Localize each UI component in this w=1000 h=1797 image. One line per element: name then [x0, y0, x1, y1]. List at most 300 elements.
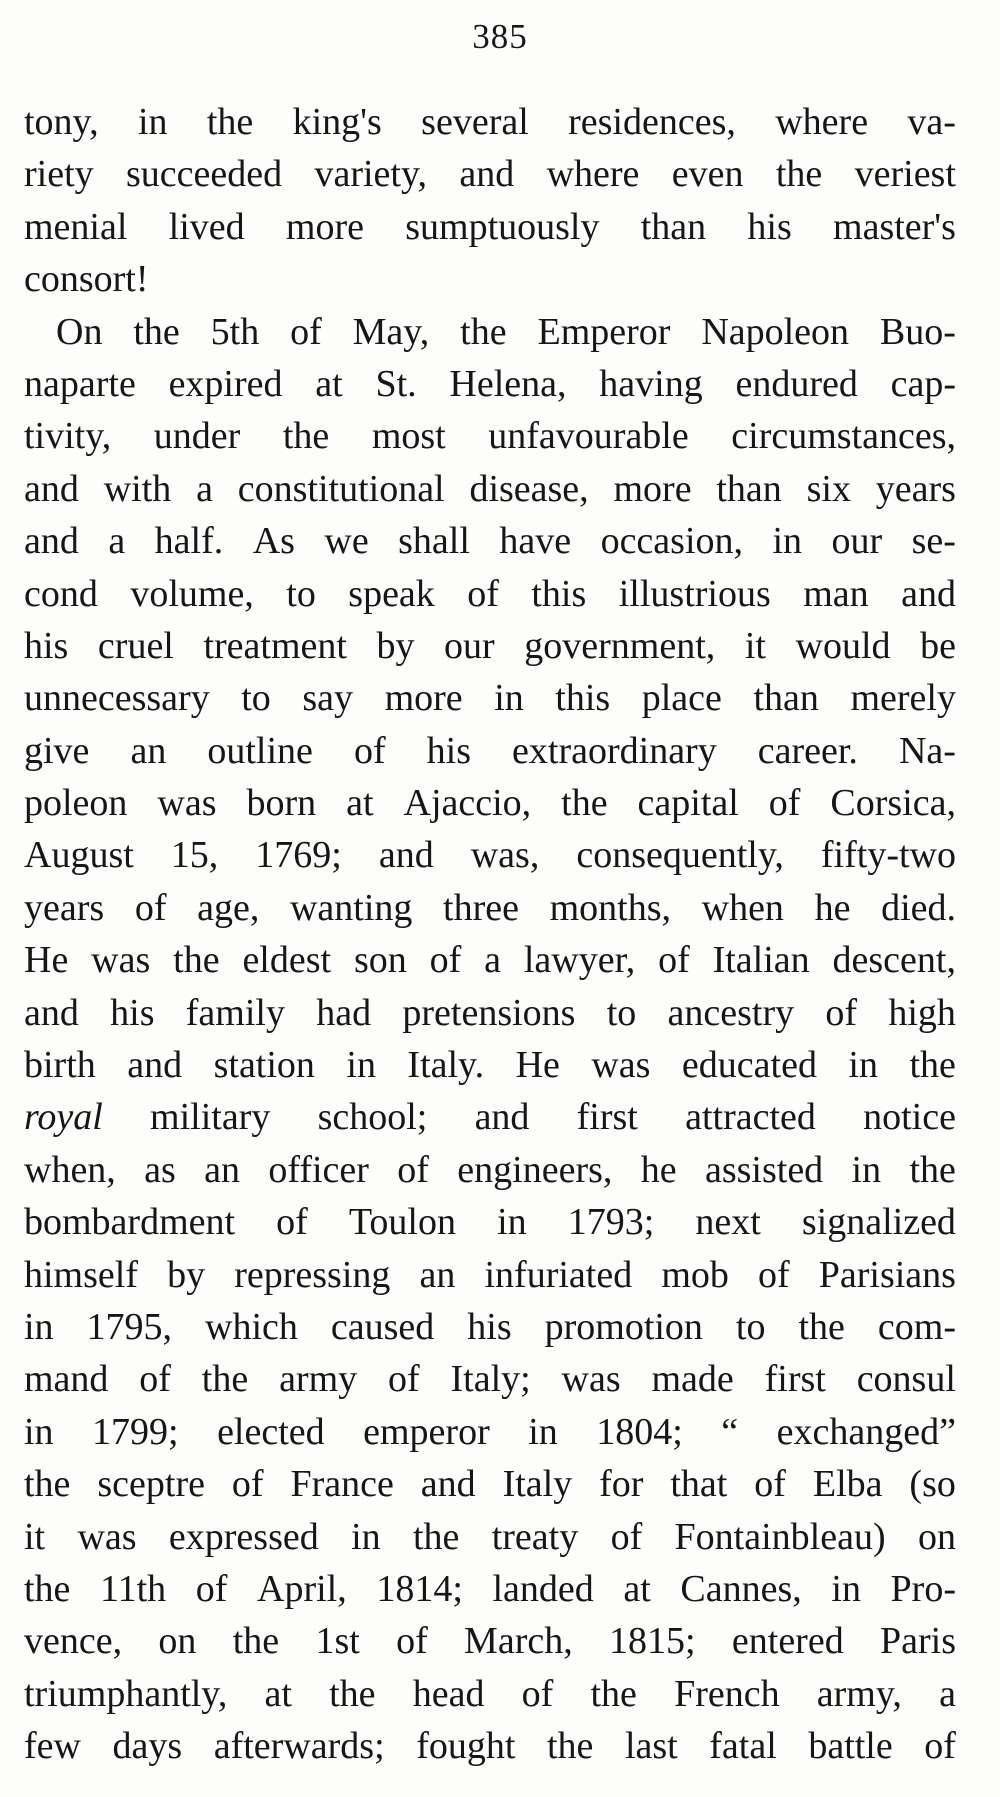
word: be — [920, 624, 956, 667]
word: mand — [24, 1358, 109, 1401]
word: of — [757, 1253, 790, 1296]
word: lived — [168, 205, 245, 248]
word: six — [806, 467, 851, 510]
text-line — [24, 1720, 956, 1772]
word: the — [24, 1567, 71, 1610]
word: and — [474, 1096, 530, 1139]
word: the — [412, 1515, 460, 1558]
word: of — [290, 310, 322, 353]
word: of — [139, 1358, 171, 1401]
word: the — [173, 939, 220, 982]
body-text — [24, 96, 956, 1773]
word: residences, — [568, 101, 736, 143]
text-line — [24, 358, 956, 410]
word: of — [467, 572, 499, 615]
word: ancestry — [667, 991, 795, 1034]
word: circumstances, — [731, 415, 956, 458]
word: died. — [881, 886, 956, 929]
word: constitutional — [237, 467, 445, 510]
word: the — [133, 310, 180, 353]
word: than — [716, 467, 782, 510]
word: Ajaccio, — [403, 782, 532, 825]
text-line — [24, 829, 956, 881]
word: fatal — [709, 1725, 777, 1768]
word: capital — [637, 782, 739, 825]
word: of — [387, 1358, 420, 1401]
word: Italy — [502, 1463, 573, 1506]
word: speak — [348, 572, 435, 615]
text-line — [24, 568, 956, 620]
word: of — [276, 1201, 308, 1244]
word: veriest — [854, 153, 956, 196]
word: when, — [24, 1148, 116, 1191]
word: consequently, — [576, 834, 784, 877]
word: even — [671, 153, 744, 196]
text-line — [24, 1039, 956, 1091]
text-line — [24, 1196, 956, 1248]
word: his — [110, 991, 155, 1034]
word: the — [206, 101, 254, 143]
word: than — [753, 677, 819, 720]
word: king's — [292, 101, 382, 143]
text-line — [24, 672, 956, 724]
word: endured — [735, 362, 858, 405]
word: on — [917, 1515, 956, 1558]
word: in — [831, 1567, 861, 1610]
word: March, — [464, 1620, 573, 1663]
word: sceptre — [97, 1463, 205, 1506]
word: and — [24, 520, 79, 563]
word: say — [302, 677, 354, 720]
emphasis-word: royal — [24, 1096, 103, 1139]
word: half. — [154, 520, 224, 563]
word: and — [901, 572, 956, 615]
word: August — [24, 834, 134, 877]
word: his — [24, 624, 69, 667]
word: illustrious — [618, 572, 771, 615]
word: and — [420, 1463, 476, 1506]
word: of — [195, 1567, 228, 1610]
word: battle — [808, 1725, 893, 1768]
text-line — [24, 1301, 956, 1353]
word: He — [24, 939, 69, 982]
word: notice — [863, 1096, 956, 1139]
text-line — [24, 1406, 956, 1458]
word: vence, — [24, 1620, 123, 1663]
word: his — [467, 1305, 512, 1348]
word: where — [546, 153, 640, 196]
word: the — [329, 1672, 376, 1715]
text-line — [24, 1563, 956, 1615]
word: the — [201, 1358, 249, 1401]
word: to — [286, 572, 316, 615]
word: 1799; — [92, 1410, 179, 1453]
word: riety — [24, 153, 94, 196]
word: in — [24, 1410, 54, 1453]
word: made — [651, 1358, 734, 1401]
word: occasion, — [600, 520, 744, 563]
word: last — [624, 1725, 678, 1768]
word: a — [939, 1672, 956, 1715]
word: expired — [168, 362, 283, 405]
word: the — [561, 782, 608, 825]
word: at — [623, 1567, 651, 1610]
word: in — [137, 101, 168, 143]
word: assisted — [704, 1148, 824, 1191]
word: 11th — [100, 1567, 167, 1610]
word: was — [91, 939, 151, 982]
word: 1793; — [567, 1201, 655, 1244]
word: more — [285, 205, 364, 248]
word: an — [130, 729, 167, 772]
word: son — [353, 939, 407, 982]
word: head — [412, 1672, 485, 1715]
word: years — [875, 467, 956, 510]
word: extraordinary — [512, 729, 717, 772]
word: by — [167, 1253, 206, 1296]
word: it — [24, 1515, 46, 1558]
word: to — [241, 677, 271, 720]
word: naparte — [24, 362, 136, 405]
word: cruel — [97, 624, 174, 667]
word: where — [775, 101, 869, 143]
word: As — [252, 520, 295, 563]
text-line — [24, 1668, 956, 1720]
word: the — [24, 1463, 71, 1506]
word: place — [641, 677, 722, 720]
text-line — [24, 515, 956, 567]
word: of — [134, 886, 167, 929]
word: 5th — [210, 310, 260, 353]
word: a — [484, 939, 501, 982]
word: the — [460, 310, 507, 353]
word: 1804; — [596, 1410, 683, 1453]
word: age, — [197, 886, 260, 929]
word: had — [316, 991, 372, 1034]
word: Emperor — [537, 310, 671, 353]
word: give — [24, 729, 90, 772]
word: 15, — [170, 834, 219, 877]
text-line — [24, 882, 956, 934]
word: in — [848, 1044, 878, 1087]
paragraph-start-line — [24, 306, 956, 358]
word: promotion — [544, 1305, 703, 1348]
word: officer — [268, 1148, 369, 1191]
word: descent, — [832, 939, 956, 982]
word: Paris — [880, 1620, 956, 1663]
word: more — [613, 467, 692, 510]
word: tivity, — [24, 415, 112, 458]
word: 1st — [315, 1620, 360, 1663]
word: have — [499, 520, 572, 563]
word: repressing — [234, 1253, 391, 1296]
word: and — [378, 834, 434, 877]
text-line — [24, 1615, 956, 1667]
word: it — [744, 624, 766, 667]
word: in — [494, 677, 524, 720]
word: Italian — [712, 939, 810, 982]
word: our — [831, 520, 883, 563]
word: eldest — [242, 939, 332, 982]
word: three — [443, 886, 519, 929]
word: and — [459, 153, 515, 196]
word: under — [153, 415, 241, 458]
word: sumptuously — [405, 205, 600, 248]
word: cap- — [890, 362, 956, 405]
word: (so — [909, 1463, 956, 1506]
word: St. — [375, 362, 417, 405]
word: poleon — [24, 782, 128, 825]
word: mob — [661, 1253, 729, 1296]
word: cond — [24, 572, 98, 615]
word: the — [546, 1725, 594, 1768]
word: in — [528, 1410, 558, 1453]
text-line — [24, 463, 956, 515]
word: triumphantly, — [24, 1672, 228, 1715]
word: the — [909, 1044, 956, 1087]
word: military — [150, 1096, 271, 1139]
word: for — [599, 1463, 644, 1506]
word: an — [204, 1148, 241, 1191]
word: army, — [816, 1672, 902, 1715]
word: May, — [352, 310, 430, 353]
word: engineers, — [457, 1148, 613, 1191]
text-line — [24, 1511, 956, 1563]
word: succeeded — [125, 153, 283, 196]
word: of — [610, 1515, 643, 1558]
word: was — [77, 1515, 137, 1558]
word: unfavourable — [488, 415, 689, 458]
word: army — [279, 1358, 358, 1401]
word: several — [421, 101, 529, 143]
word: family — [185, 991, 285, 1034]
word: fifty-two — [820, 834, 956, 877]
text-line-with-emphasis — [24, 1091, 956, 1143]
word: that — [670, 1463, 728, 1506]
word: Fontainbleau) — [674, 1515, 886, 1558]
word: elected — [217, 1410, 325, 1453]
word: of — [825, 991, 858, 1034]
text-line — [24, 934, 956, 986]
word: career. — [757, 729, 858, 772]
text-line — [24, 725, 956, 777]
word: government, — [524, 624, 716, 667]
word: educated — [681, 1044, 817, 1087]
word: com- — [877, 1305, 956, 1348]
word: when — [701, 886, 784, 929]
word: Helena, — [449, 362, 567, 405]
word: tony, — [24, 101, 99, 143]
word: the — [232, 1620, 280, 1663]
word: variety, — [314, 153, 427, 196]
word: bombardment — [24, 1201, 236, 1244]
word: consul — [856, 1358, 956, 1401]
word: lawyer, — [523, 939, 636, 982]
word: fought — [416, 1725, 516, 1768]
word: at — [346, 782, 374, 825]
text-line — [24, 1249, 956, 1301]
word: a — [108, 520, 126, 563]
page-number: 385 — [472, 17, 528, 56]
text-line — [24, 201, 956, 253]
word: himself — [24, 1253, 138, 1296]
word: he — [640, 1148, 677, 1191]
word: treatment — [203, 624, 347, 667]
word: in — [346, 1044, 376, 1087]
word: by — [376, 624, 415, 667]
word: and — [24, 991, 79, 1034]
word: of — [397, 1148, 429, 1191]
word: se- — [911, 520, 956, 563]
word: in — [351, 1515, 381, 1558]
word: caused — [330, 1305, 435, 1348]
word: on — [158, 1620, 197, 1663]
word: in — [497, 1201, 527, 1244]
word: Elba — [812, 1463, 883, 1506]
word: Toulon — [348, 1201, 456, 1244]
word: volume, — [130, 572, 254, 615]
word: at — [264, 1672, 292, 1715]
word: infuriated — [484, 1253, 633, 1296]
text-line — [24, 1353, 956, 1405]
word: va- — [907, 101, 956, 143]
word: years — [24, 886, 105, 929]
word: of — [429, 939, 462, 982]
word: our — [444, 624, 495, 667]
word: French — [674, 1672, 780, 1715]
word: master's — [833, 205, 956, 248]
word: than — [640, 205, 707, 248]
word: 1815; — [609, 1620, 696, 1663]
word: the — [282, 415, 330, 458]
word: a — [196, 467, 213, 510]
word: at — [315, 362, 343, 405]
word: was — [561, 1358, 621, 1401]
word: and — [127, 1044, 183, 1087]
word: Na- — [898, 729, 956, 772]
word: Napoleon — [701, 310, 850, 353]
text-line — [24, 777, 956, 829]
word: was — [591, 1044, 651, 1087]
word: Corsica, — [830, 782, 956, 825]
word: months, — [549, 886, 671, 929]
word: born — [246, 782, 317, 825]
word: days — [112, 1725, 183, 1768]
word: first — [764, 1358, 826, 1401]
word: would — [795, 624, 891, 667]
word: this — [531, 572, 587, 615]
word: 1814; — [376, 1567, 463, 1610]
word: to — [606, 991, 637, 1034]
word: attracted — [685, 1096, 816, 1139]
word: “ — [721, 1410, 739, 1453]
word: of — [924, 1725, 956, 1768]
word: station — [213, 1044, 315, 1087]
word: first — [576, 1096, 638, 1139]
word: Pro- — [890, 1567, 956, 1610]
word: he — [814, 886, 851, 929]
word: of — [521, 1672, 554, 1715]
word: treaty — [491, 1515, 579, 1558]
text-line — [24, 410, 956, 462]
word: we — [324, 520, 369, 563]
word: emperor — [363, 1410, 490, 1453]
word: few — [24, 1725, 81, 1768]
word: to — [735, 1305, 766, 1348]
word: the — [798, 1305, 845, 1348]
word: with — [103, 467, 172, 510]
word: his — [426, 729, 471, 772]
word: Parisians — [818, 1253, 956, 1296]
word: was — [157, 782, 217, 825]
word: expressed — [168, 1515, 319, 1558]
word: in — [772, 520, 803, 563]
word: the — [590, 1672, 637, 1715]
word: He — [515, 1044, 560, 1087]
paragraph-end-line — [24, 253, 956, 305]
word: unnecessary — [24, 677, 210, 720]
word: wanting — [289, 886, 413, 929]
word: an — [419, 1253, 456, 1296]
word: which — [205, 1305, 298, 1348]
word: high — [888, 991, 956, 1034]
word: France — [290, 1463, 394, 1506]
word: the — [775, 153, 823, 196]
word: exchanged” — [776, 1410, 956, 1453]
word: more — [384, 677, 463, 720]
word: 1795, — [86, 1305, 173, 1348]
word: of — [353, 729, 386, 772]
word: man — [803, 572, 869, 615]
word: shall — [398, 520, 470, 563]
word: as — [144, 1148, 176, 1191]
word: merely — [850, 677, 956, 720]
text-line — [24, 148, 956, 200]
word: Cannes, — [680, 1567, 802, 1610]
word: next — [695, 1201, 761, 1244]
word: Italy; — [450, 1358, 531, 1401]
text-line — [24, 987, 956, 1039]
word: 1769; — [255, 834, 342, 877]
text-line — [24, 620, 956, 672]
word: Italy. — [407, 1044, 485, 1087]
word: entered — [731, 1620, 844, 1663]
word: On — [56, 310, 103, 353]
word: in — [851, 1148, 882, 1191]
word: having — [599, 362, 703, 405]
word: outline — [207, 729, 313, 772]
text-line — [24, 96, 956, 148]
word: landed — [492, 1567, 594, 1610]
word: his — [747, 205, 792, 248]
word: disease, — [469, 467, 589, 510]
word: of — [754, 1463, 786, 1506]
word: of — [396, 1620, 428, 1663]
word: was, — [470, 834, 540, 877]
word: signalized — [801, 1201, 956, 1244]
word: of — [768, 782, 801, 825]
word: April, — [257, 1567, 347, 1610]
word: consort! — [24, 258, 149, 301]
word: the — [909, 1148, 956, 1191]
word: afterwards; — [213, 1725, 385, 1768]
text-line — [24, 1144, 956, 1196]
word: menial — [24, 205, 128, 248]
word: this — [555, 677, 611, 720]
word: pretensions — [402, 991, 576, 1034]
word: of — [658, 939, 690, 982]
word: of — [231, 1463, 264, 1506]
